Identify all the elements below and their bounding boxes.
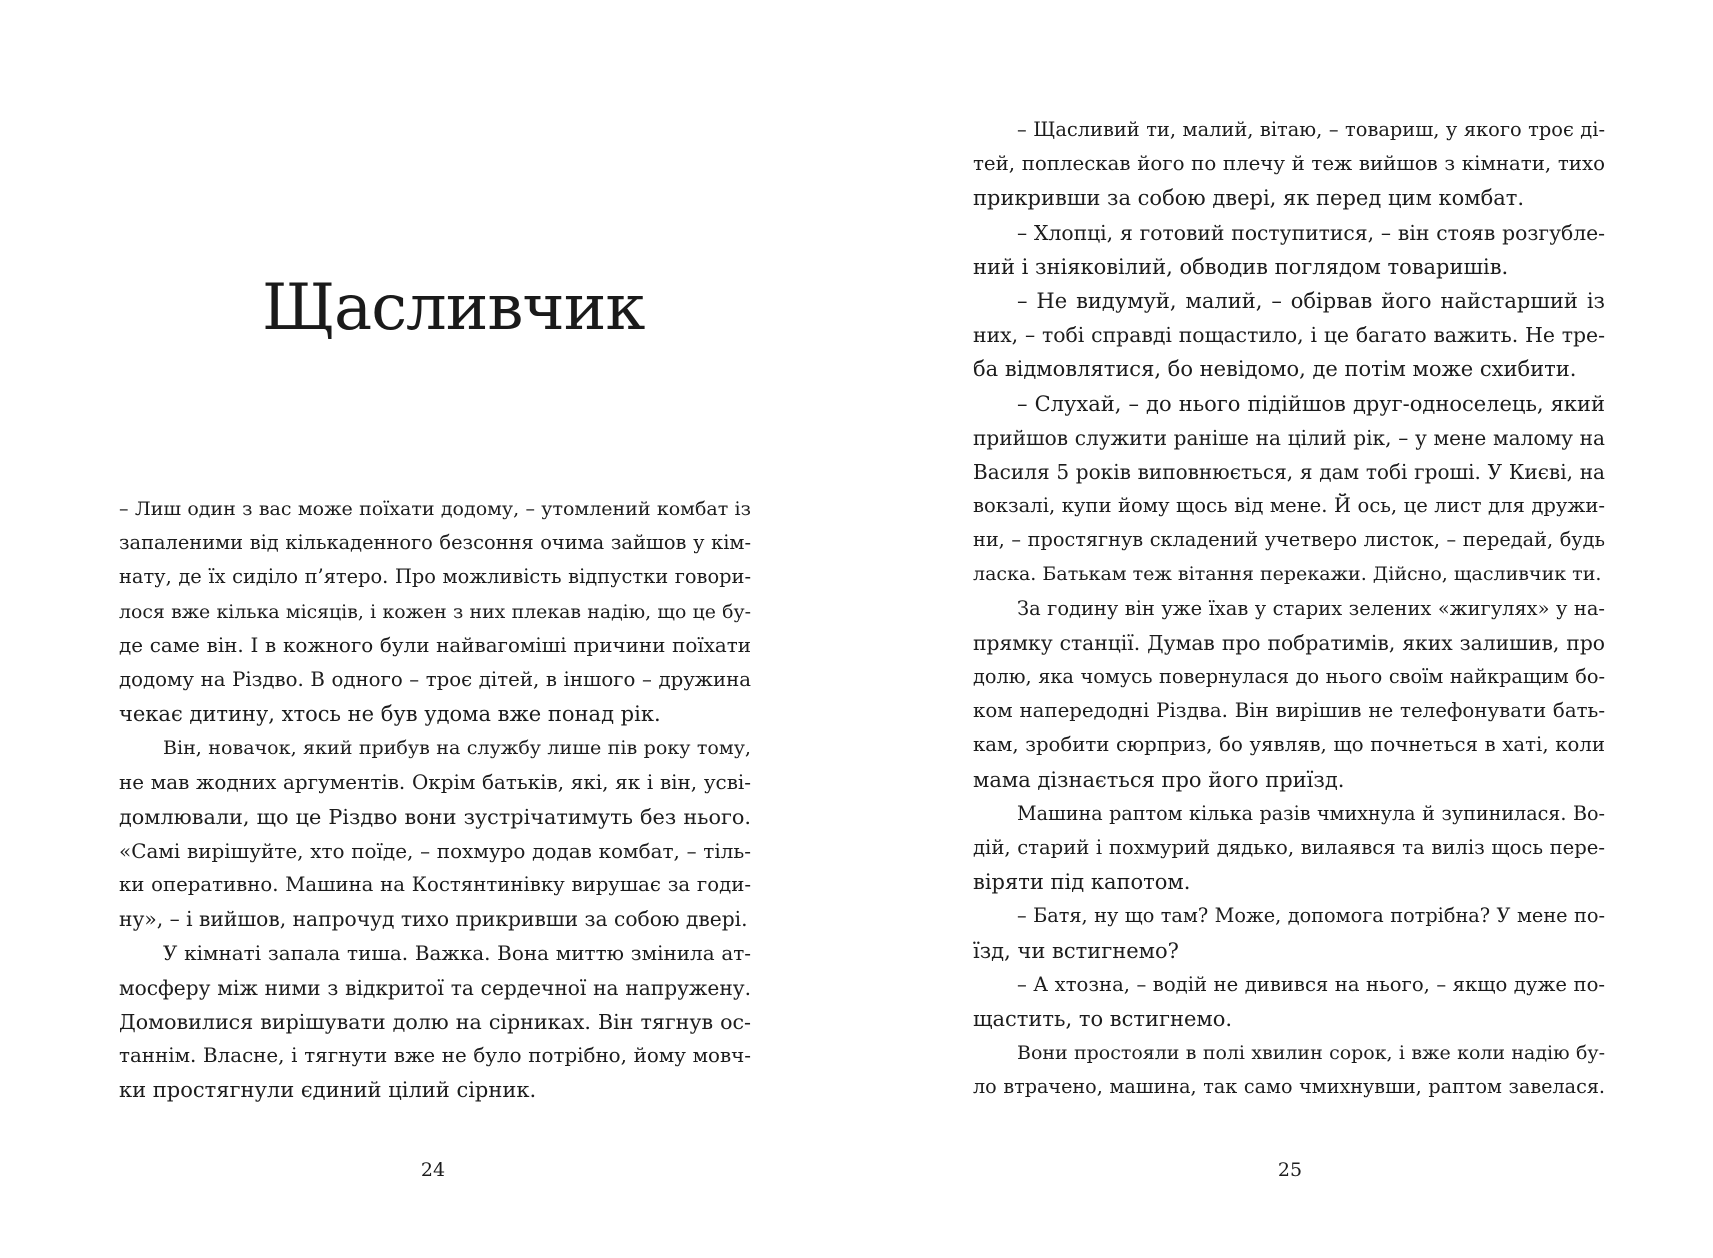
text-line: – Не видумуй, малий, – обірвав його найстарший із	[1017, 288, 1605, 313]
text-line: ласка. Батькам теж вітання перекажи. Дійсно, щасливчик ти.	[973, 563, 1602, 586]
text-line: їзд, чи встигнемо?	[973, 938, 1179, 963]
page-number-left: 24	[420, 1159, 446, 1181]
text-line: «Самі вирішуйте, хто поїде, – похмуро додав комбат, – тіль-	[119, 838, 751, 863]
text-line: ки оперативно. Машина на Костянтинівку вирушає за годи-	[119, 873, 751, 897]
text-line: ло втрачено, машина, так само чмихнувши, раптом завелася.	[973, 1075, 1605, 1099]
page-number-right: 25	[1277, 1159, 1303, 1181]
text-line: За годину він уже їхав у старих зелених «жигулях» у на-	[1017, 596, 1605, 620]
text-line: прямку станції. Думав про побратимів, яких залишив, про	[973, 630, 1605, 655]
text-line: – Лиш один з вас може поїхати додому, – утомлений комбат із	[119, 498, 751, 520]
text-line: Домовилися вирішувати долю на сірниках. Він тягнув ос-	[119, 1009, 751, 1034]
text-line: ний і зніяковілий, обводив поглядом товаришів.	[973, 254, 1509, 279]
text-line: де саме він. І в кожного були найвагоміші причини поїхати	[119, 633, 751, 657]
text-line: – Батя, ну що там? Може, допомога потрібна? У мене по-	[1017, 904, 1605, 928]
text-line: – Хлопці, я готовий поступитися, – він стояв розгублe-	[1017, 220, 1605, 245]
text-line: ну», – і вийшов, напрочуд тихо прикривши за собою двері.	[119, 907, 748, 932]
text-line: вокзалі, купи йому щось від мене. Й ось, це лист для дружи-	[973, 494, 1605, 518]
text-line: віряти під капотом.	[973, 870, 1191, 895]
text-line: лося вже кілька місяців, і кожен з них плекав надію, що це бу-	[119, 600, 751, 623]
text-line: них, – тобі справді пощастило, і це багато важить. Не тре-	[973, 323, 1605, 348]
text-line: Василя 5 років виповнюється, я дам тобі гроші. У Києві, на	[973, 459, 1605, 484]
left-page	[0, 0, 856, 1258]
right-page	[857, 0, 1713, 1258]
text-line: чекає дитину, хтось не був удома вже понад рік.	[119, 702, 661, 727]
text-line: запаленими від кількаденного безсоння очима зайшов у кім-	[119, 531, 751, 555]
text-line: ба відмовлятися, бо невідомо, де потім може схибити.	[973, 357, 1577, 382]
right-page-text	[973, 113, 1605, 1104]
text-line: таннім. Власне, і тягнути вже не було потрібно, йому мовч-	[119, 1044, 751, 1067]
text-line: не мав жодних аргументів. Окрім батьків, які, як і він, усві-	[119, 770, 751, 794]
text-line: Машина раптом кілька разів чмихнула й зупинилася. Во-	[1017, 801, 1605, 825]
text-line: прикривши за собою двері, як перед цим комбат.	[973, 186, 1525, 211]
text-line: ни, – простягнув складений учетверо листок, – передай, будь	[973, 528, 1605, 552]
text-line: долю, яка чомусь повернулася до нього своїм найкращим бо-	[973, 665, 1605, 688]
text-line: – Щасливий ти, малий, вітаю, – товариш, у якого троє ді-	[1017, 118, 1605, 141]
text-line: нату, де їх сиділо п’ятеро. Про можливість відпустки говори-	[119, 565, 751, 589]
text-line: домлювали, що це Різдво вони зустрічатимуть без нього.	[119, 804, 751, 829]
text-line: Він, новачок, який прибув на службу лише пів року тому,	[163, 737, 751, 760]
text-line: кам, зробити сюрприз, бо уявляв, що почнеться в хаті, коли	[973, 733, 1605, 757]
text-line: прийшов служити раніше на цілий рік, – у мене малому на	[973, 425, 1605, 450]
text-line: Вони простояли в полі хвилин сорок, і вже коли надію бу-	[1017, 1042, 1605, 1065]
left-page-text	[119, 492, 751, 1107]
text-line: ки простягнули єдиний цілий сірник.	[119, 1078, 537, 1103]
text-line: – А хтозна, – водій не дивився на нього, – якщо дуже по-	[1017, 972, 1605, 996]
chapter-title: Щасливчик	[262, 271, 645, 345]
text-line: щастить, то встигнемо.	[973, 1006, 1233, 1031]
text-line: тей, поплескав його по плечу й теж вийшов з кімнати, тихо	[973, 152, 1605, 176]
text-line: У кімнаті запала тиша. Важка. Вона миттю змінила ат-	[163, 941, 751, 966]
text-line: – Слухай, – до нього підійшов друг-односелець, який	[1017, 391, 1605, 416]
text-line: дій, старий і похмурий дядько, вилаявся та виліз щось пере-	[973, 835, 1605, 859]
text-line: ком напередодні Різдва. Він вирішив не телефонувати бать-	[973, 699, 1605, 723]
text-line: мама дізнається про його приїзд.	[973, 767, 1345, 792]
text-line: мосферу між ними з відкритої та сердечної на напружену.	[119, 975, 751, 1000]
text-line: додому на Різдво. В одного – троє дітей, в іншого – дружина	[119, 667, 751, 691]
